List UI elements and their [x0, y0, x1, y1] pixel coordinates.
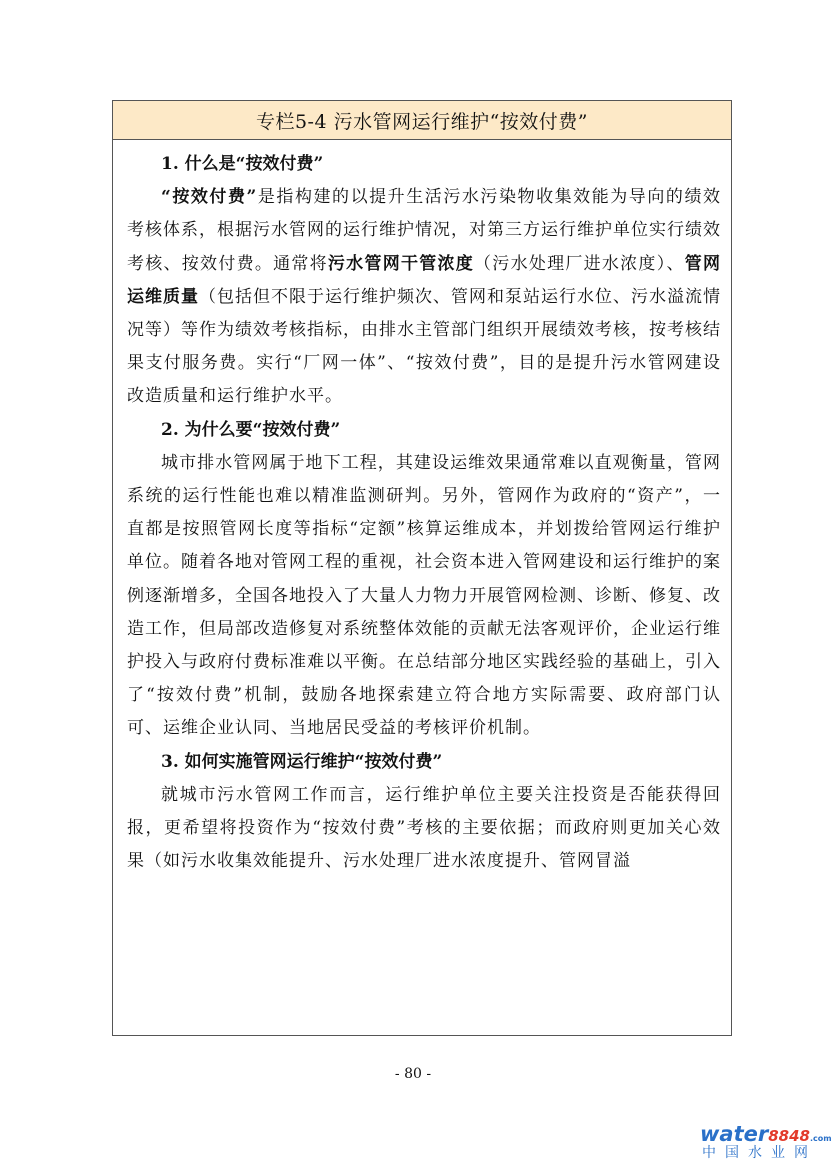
bold-term-1: “按效付费”: [161, 187, 258, 208]
box-content: [113, 140, 731, 878]
section-2-paragraph: 城市排水管网属于地下工程，其建设运维效果通常难以直观衡量，管网系统的运行性能也难以精准监测研判。另外，管网作为政府的“资产”，一直都是按照管网长度等指标“定额”核算运维成本，并划拨给管网运行维护单位。随着各地对管网工程的重视，社会资本进入管网建设和运行维护的案例逐渐增多，全国各地投入了大量人力物力开展管网检测、诊断、修复、改造工作，但局部改造修复对系统整体效能的贡献无法客观评价，企业运行维护投入与政府付费标准难以平衡。在总结部分地区实践经验的基础上，引入了“按效付费”机制，鼓励各地探索建立符合地方实际需要、政府部门认可、运维企业认同、当地居民受益的考核评价机制。: [127, 452, 721, 739]
text-run-2: （污水处理厂进水浓度）、: [474, 253, 685, 274]
section-3-paragraph: 就城市污水管网工作而言，运行维护单位主要关注投资是否能获得回报，更希望将投资作为“按效付费”考核的主要依据；而政府则更加关心效果（如污水收集效能提升、污水处理厂进水浓度提升、管网冒溢: [127, 784, 721, 872]
section-heading-1: 1. 什么是“按效付费”: [161, 154, 324, 174]
section-heading-3: 3. 如何实施管网运行维护“按效付费”: [161, 751, 443, 772]
text-run-3: （包括但不限于运行维护频次、管网和泵站运行水位、污水溢流情况等）等作为绩效考核指标，由排水主管部门组织开展绩效考核，按考核结果支付服务费。实行“厂网一体”、“按效付费”，目的是提升污水管网建设改造质量和运行维护水平。: [127, 286, 721, 407]
logo-cn-name: 中国水业网: [702, 1145, 817, 1161]
logo-word: water: [700, 1122, 769, 1146]
logo-domain: .com: [809, 1134, 832, 1143]
box-title: 专栏5-4 污水管网运行维护“按效付费”: [113, 101, 731, 140]
feature-box: [112, 100, 732, 1036]
page-number: - 80 -: [394, 1066, 432, 1082]
watermark-logo: [700, 1122, 832, 1164]
text-run-1: 是指构建的以提升生活污水污染物收集效能为导向的绩效考核体系，根据污水管网的运行维护情况，对第三方运行维护单位实行绩效考核、按效付费。通常将: [127, 187, 721, 274]
bold-term-2: 污水管网干管浓度: [327, 253, 475, 274]
section-heading-2: 2. 为什么要“按效付费”: [161, 419, 341, 440]
bold-term-3: 管网运维质量: [127, 253, 721, 307]
section-1-paragraph: [127, 181, 721, 413]
logo-number: 8848: [768, 1127, 810, 1145]
